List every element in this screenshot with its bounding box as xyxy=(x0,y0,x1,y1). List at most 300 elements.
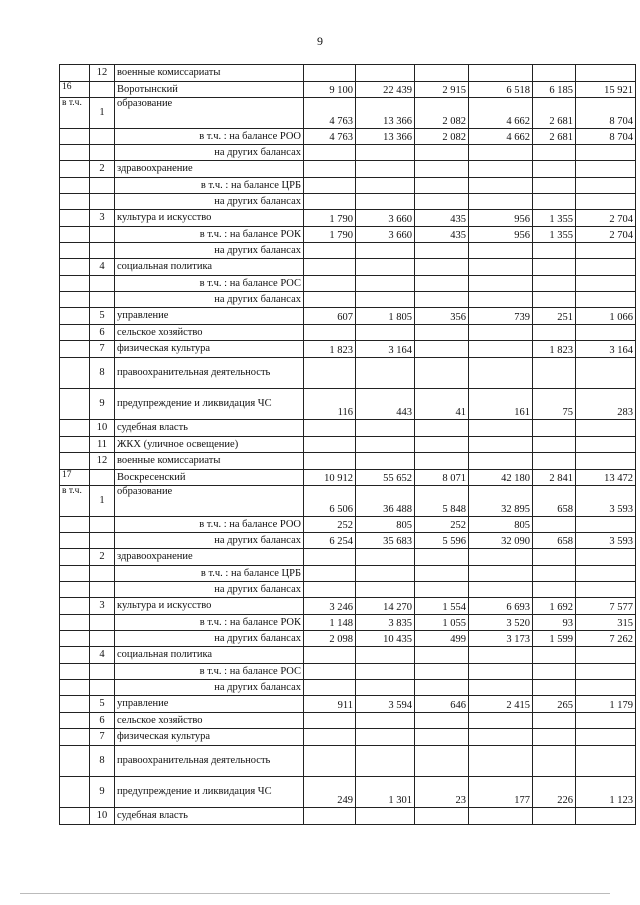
value-cell: 3 593 xyxy=(576,533,636,549)
item-number-cell: 10 xyxy=(90,808,115,825)
value-cell xyxy=(533,680,576,696)
table-row xyxy=(60,470,636,486)
table-row xyxy=(60,680,636,696)
value-cell xyxy=(576,161,636,178)
value-cell xyxy=(469,808,533,825)
item-number-cell: 7 xyxy=(90,341,115,358)
table-row xyxy=(60,517,636,533)
value-cell: 1 823 xyxy=(533,341,576,358)
value-cell xyxy=(533,566,576,582)
value-cell xyxy=(576,549,636,566)
value-cell xyxy=(304,453,356,470)
value-cell xyxy=(304,358,356,389)
table-row xyxy=(60,194,636,210)
value-cell xyxy=(469,178,533,194)
value-cell xyxy=(533,729,576,746)
value-cell xyxy=(469,145,533,161)
value-cell: 2 098 xyxy=(304,631,356,647)
value-cell xyxy=(533,325,576,341)
value-cell xyxy=(304,178,356,194)
value-cell xyxy=(576,292,636,308)
value-cell xyxy=(304,680,356,696)
table-row xyxy=(60,341,636,358)
value-cell xyxy=(576,259,636,276)
value-cell: 3 593 xyxy=(576,486,636,517)
value-cell xyxy=(356,325,415,341)
value-cell xyxy=(304,566,356,582)
value-cell xyxy=(576,420,636,437)
table-row xyxy=(60,420,636,437)
value-cell xyxy=(533,358,576,389)
table-row xyxy=(60,486,636,517)
item-name-cell: судебная власть xyxy=(115,420,304,437)
item-name-cell: образование xyxy=(115,98,304,129)
value-cell xyxy=(304,713,356,729)
value-cell: 356 xyxy=(415,308,469,325)
value-cell: 36 488 xyxy=(356,486,415,517)
table-row xyxy=(60,713,636,729)
value-cell xyxy=(356,549,415,566)
item-name-cell: в т.ч. : на балансе ЦРБ xyxy=(115,566,304,582)
item-number-cell: 4 xyxy=(90,259,115,276)
value-cell: 739 xyxy=(469,308,533,325)
page-bottom-rule xyxy=(20,893,610,894)
item-name-cell: физическая культура xyxy=(115,729,304,746)
table-row xyxy=(60,533,636,549)
value-cell xyxy=(533,243,576,259)
value-cell xyxy=(576,680,636,696)
value-cell xyxy=(415,729,469,746)
value-cell: 8 071 xyxy=(415,470,469,486)
value-cell: 435 xyxy=(415,210,469,227)
item-number-cell: 4 xyxy=(90,647,115,664)
table-row xyxy=(60,243,636,259)
value-cell xyxy=(469,453,533,470)
value-cell: 8 704 xyxy=(576,129,636,145)
value-cell: 2 415 xyxy=(469,696,533,713)
item-number-cell: 1 xyxy=(90,486,115,517)
value-cell xyxy=(469,437,533,453)
value-cell xyxy=(415,194,469,210)
value-cell xyxy=(356,647,415,664)
table-row xyxy=(60,276,636,292)
value-cell: 14 270 xyxy=(356,598,415,615)
value-cell: 13 366 xyxy=(356,129,415,145)
value-cell xyxy=(356,145,415,161)
value-cell xyxy=(469,582,533,598)
value-cell xyxy=(356,358,415,389)
value-cell xyxy=(533,746,576,777)
value-cell xyxy=(356,453,415,470)
table-row xyxy=(60,598,636,615)
value-cell xyxy=(576,243,636,259)
value-cell xyxy=(415,713,469,729)
item-name-cell: на других балансах xyxy=(115,582,304,598)
value-cell xyxy=(533,194,576,210)
value-cell: 4 662 xyxy=(469,98,533,129)
item-name-cell: судебная власть xyxy=(115,808,304,825)
value-cell: 805 xyxy=(469,517,533,533)
district-number-cell xyxy=(60,549,90,566)
value-cell xyxy=(356,194,415,210)
value-cell xyxy=(415,746,469,777)
value-cell xyxy=(415,178,469,194)
item-name-cell: социальная политика xyxy=(115,259,304,276)
value-cell xyxy=(533,145,576,161)
district-number-cell xyxy=(60,647,90,664)
district-number-cell xyxy=(60,664,90,680)
value-cell xyxy=(415,437,469,453)
value-cell: 956 xyxy=(469,227,533,243)
item-number-cell xyxy=(90,664,115,680)
item-name-cell: образование xyxy=(115,486,304,517)
value-cell xyxy=(304,259,356,276)
item-name-cell: в т.ч. : на балансе ЦРБ xyxy=(115,178,304,194)
district-number-cell xyxy=(60,259,90,276)
value-cell xyxy=(415,243,469,259)
item-number-cell: 6 xyxy=(90,713,115,729)
district-number-cell xyxy=(60,777,90,808)
value-cell xyxy=(576,517,636,533)
item-name-cell: в т.ч. : на балансе РОК xyxy=(115,615,304,631)
value-cell xyxy=(356,680,415,696)
value-cell: 5 848 xyxy=(415,486,469,517)
value-cell: 177 xyxy=(469,777,533,808)
value-cell: 1 554 xyxy=(415,598,469,615)
item-name-cell: в т.ч. : на балансе РОО xyxy=(115,129,304,145)
value-cell xyxy=(415,549,469,566)
value-cell xyxy=(356,729,415,746)
value-cell xyxy=(533,582,576,598)
district-number-cell xyxy=(60,325,90,341)
value-cell: 2 704 xyxy=(576,227,636,243)
item-name-cell: на других балансах xyxy=(115,533,304,549)
district-number-cell xyxy=(60,746,90,777)
value-cell xyxy=(469,325,533,341)
value-cell: 252 xyxy=(415,517,469,533)
value-cell: 6 185 xyxy=(533,82,576,98)
table-row xyxy=(60,292,636,308)
item-number-cell xyxy=(90,631,115,647)
value-cell: 10 435 xyxy=(356,631,415,647)
table-row xyxy=(60,777,636,808)
value-cell: 2 915 xyxy=(415,82,469,98)
value-cell: 1 805 xyxy=(356,308,415,325)
value-cell: 1 179 xyxy=(576,696,636,713)
table-row xyxy=(60,453,636,470)
value-cell: 3 164 xyxy=(576,341,636,358)
district-number-cell: в т.ч. xyxy=(60,98,90,129)
item-name-cell: ЖКХ (уличное освещение) xyxy=(115,437,304,453)
value-cell xyxy=(356,178,415,194)
value-cell xyxy=(533,549,576,566)
value-cell xyxy=(533,517,576,533)
value-cell xyxy=(415,566,469,582)
item-name-cell: правоохранительная деятельность xyxy=(115,746,304,777)
item-name-cell: в т.ч. : на балансе РОС xyxy=(115,664,304,680)
value-cell: 1 355 xyxy=(533,227,576,243)
district-number-cell xyxy=(60,517,90,533)
item-number-cell xyxy=(90,82,115,98)
value-cell xyxy=(415,582,469,598)
value-cell: 6 518 xyxy=(469,82,533,98)
district-number-cell xyxy=(60,680,90,696)
value-cell xyxy=(469,276,533,292)
value-cell: 607 xyxy=(304,308,356,325)
value-cell: 252 xyxy=(304,517,356,533)
value-cell: 1 790 xyxy=(304,227,356,243)
item-number-cell: 10 xyxy=(90,420,115,437)
item-number-cell xyxy=(90,178,115,194)
item-name-cell: сельское хозяйство xyxy=(115,713,304,729)
item-name-cell: на других балансах xyxy=(115,194,304,210)
table-row xyxy=(60,259,636,276)
value-cell xyxy=(576,808,636,825)
table-row xyxy=(60,210,636,227)
item-name-cell: культура и искусство xyxy=(115,210,304,227)
district-number-cell xyxy=(60,178,90,194)
value-cell xyxy=(415,259,469,276)
value-cell xyxy=(415,420,469,437)
item-number-cell xyxy=(90,533,115,549)
value-cell xyxy=(576,582,636,598)
item-name-cell: культура и искусство xyxy=(115,598,304,615)
item-name-cell: Воскресенский xyxy=(115,470,304,486)
item-name-cell: социальная политика xyxy=(115,647,304,664)
value-cell xyxy=(469,358,533,389)
value-cell xyxy=(415,358,469,389)
item-number-cell xyxy=(90,145,115,161)
value-cell: 1 148 xyxy=(304,615,356,631)
district-number-cell xyxy=(60,389,90,420)
value-cell xyxy=(469,746,533,777)
district-number-cell xyxy=(60,713,90,729)
item-number-cell: 12 xyxy=(90,453,115,470)
value-cell: 443 xyxy=(356,389,415,420)
value-cell xyxy=(415,161,469,178)
value-cell xyxy=(415,453,469,470)
district-number-cell xyxy=(60,194,90,210)
value-cell: 41 xyxy=(415,389,469,420)
table-row xyxy=(60,746,636,777)
table-row xyxy=(60,161,636,178)
item-number-cell xyxy=(90,680,115,696)
value-cell: 161 xyxy=(469,389,533,420)
item-number-cell: 12 xyxy=(90,65,115,82)
value-cell: 10 912 xyxy=(304,470,356,486)
value-cell xyxy=(304,65,356,82)
value-cell: 1 790 xyxy=(304,210,356,227)
item-number-cell: 9 xyxy=(90,389,115,420)
district-number-cell xyxy=(60,129,90,145)
value-cell xyxy=(304,276,356,292)
value-cell xyxy=(356,276,415,292)
table-row xyxy=(60,358,636,389)
value-cell: 2 082 xyxy=(415,129,469,145)
value-cell xyxy=(304,161,356,178)
value-cell xyxy=(304,194,356,210)
value-cell: 75 xyxy=(533,389,576,420)
item-name-cell: правоохранительная деятельность xyxy=(115,358,304,389)
value-cell xyxy=(469,243,533,259)
district-number-cell xyxy=(60,615,90,631)
value-cell: 55 652 xyxy=(356,470,415,486)
item-number-cell: 3 xyxy=(90,598,115,615)
value-cell: 15 921 xyxy=(576,82,636,98)
value-cell xyxy=(415,680,469,696)
item-number-cell: 9 xyxy=(90,777,115,808)
value-cell xyxy=(469,729,533,746)
item-name-cell: в т.ч. : на балансе РОК xyxy=(115,227,304,243)
value-cell xyxy=(576,746,636,777)
district-number-cell xyxy=(60,453,90,470)
value-cell xyxy=(356,746,415,777)
district-number-cell: в т.ч. xyxy=(60,486,90,517)
value-cell xyxy=(356,713,415,729)
value-cell xyxy=(469,341,533,358)
value-cell: 226 xyxy=(533,777,576,808)
value-cell: 911 xyxy=(304,696,356,713)
district-number-cell xyxy=(60,598,90,615)
value-cell: 8 704 xyxy=(576,98,636,129)
value-cell: 5 596 xyxy=(415,533,469,549)
value-cell: 1 599 xyxy=(533,631,576,647)
district-number-cell: 16 xyxy=(60,82,90,98)
value-cell xyxy=(415,145,469,161)
item-number-cell xyxy=(90,129,115,145)
item-number-cell xyxy=(90,276,115,292)
value-cell xyxy=(576,276,636,292)
value-cell: 3 660 xyxy=(356,210,415,227)
table-row xyxy=(60,631,636,647)
item-name-cell: военные комиссариаты xyxy=(115,65,304,82)
district-number-cell xyxy=(60,808,90,825)
value-cell xyxy=(415,292,469,308)
value-cell xyxy=(415,325,469,341)
value-cell xyxy=(576,453,636,470)
value-cell: 2 841 xyxy=(533,470,576,486)
table-row xyxy=(60,647,636,664)
value-cell: 32 895 xyxy=(469,486,533,517)
value-cell xyxy=(469,161,533,178)
value-cell xyxy=(356,292,415,308)
table-row xyxy=(60,145,636,161)
value-cell: 1 301 xyxy=(356,777,415,808)
value-cell: 2 704 xyxy=(576,210,636,227)
value-cell xyxy=(304,292,356,308)
value-cell: 4 763 xyxy=(304,98,356,129)
value-cell xyxy=(469,292,533,308)
value-cell xyxy=(304,325,356,341)
district-number-cell: 17 xyxy=(60,470,90,486)
value-cell: 1 823 xyxy=(304,341,356,358)
value-cell xyxy=(356,582,415,598)
item-name-cell: управление xyxy=(115,696,304,713)
value-cell: 805 xyxy=(356,517,415,533)
value-cell: 1 123 xyxy=(576,777,636,808)
value-cell xyxy=(304,145,356,161)
value-cell xyxy=(533,292,576,308)
value-cell xyxy=(576,437,636,453)
value-cell xyxy=(304,437,356,453)
value-cell xyxy=(304,582,356,598)
value-cell xyxy=(469,65,533,82)
value-cell xyxy=(576,358,636,389)
value-cell xyxy=(533,161,576,178)
value-cell: 6 254 xyxy=(304,533,356,549)
item-number-cell: 2 xyxy=(90,161,115,178)
item-name-cell: сельское хозяйство xyxy=(115,325,304,341)
value-cell xyxy=(356,65,415,82)
district-number-cell xyxy=(60,358,90,389)
value-cell: 116 xyxy=(304,389,356,420)
table-row xyxy=(60,82,636,98)
district-number-cell xyxy=(60,145,90,161)
value-cell: 22 439 xyxy=(356,82,415,98)
value-cell xyxy=(533,178,576,194)
value-cell: 2 082 xyxy=(415,98,469,129)
item-name-cell: здравоохранение xyxy=(115,549,304,566)
value-cell: 658 xyxy=(533,486,576,517)
item-number-cell: 8 xyxy=(90,746,115,777)
value-cell xyxy=(469,664,533,680)
value-cell: 249 xyxy=(304,777,356,808)
value-cell: 4 662 xyxy=(469,129,533,145)
value-cell: 1 055 xyxy=(415,615,469,631)
value-cell xyxy=(356,243,415,259)
item-number-cell xyxy=(90,194,115,210)
value-cell xyxy=(469,566,533,582)
value-cell: 646 xyxy=(415,696,469,713)
table-row xyxy=(60,696,636,713)
table-row xyxy=(60,664,636,680)
district-number-cell xyxy=(60,582,90,598)
item-name-cell: в т.ч. : на балансе РОС xyxy=(115,276,304,292)
item-number-cell xyxy=(90,566,115,582)
district-number-cell xyxy=(60,292,90,308)
value-cell xyxy=(304,729,356,746)
table-row xyxy=(60,729,636,746)
table-row xyxy=(60,98,636,129)
budget-table xyxy=(59,64,636,825)
district-number-cell xyxy=(60,161,90,178)
value-cell xyxy=(356,566,415,582)
value-cell xyxy=(415,341,469,358)
table-row xyxy=(60,582,636,598)
value-cell xyxy=(304,664,356,680)
item-number-cell: 5 xyxy=(90,308,115,325)
district-number-cell xyxy=(60,308,90,325)
item-name-cell: физическая культура xyxy=(115,341,304,358)
value-cell xyxy=(356,437,415,453)
item-number-cell xyxy=(90,292,115,308)
value-cell xyxy=(356,420,415,437)
item-number-cell: 11 xyxy=(90,437,115,453)
item-name-cell: военные комиссариаты xyxy=(115,453,304,470)
table-row xyxy=(60,178,636,194)
item-name-cell: в т.ч. : на балансе РОО xyxy=(115,517,304,533)
item-name-cell: на других балансах xyxy=(115,145,304,161)
item-number-cell xyxy=(90,517,115,533)
table-row xyxy=(60,129,636,145)
item-number-cell: 5 xyxy=(90,696,115,713)
item-name-cell: на других балансах xyxy=(115,243,304,259)
value-cell xyxy=(304,647,356,664)
value-cell xyxy=(576,729,636,746)
value-cell: 9 100 xyxy=(304,82,356,98)
value-cell xyxy=(415,647,469,664)
table-row xyxy=(60,308,636,325)
